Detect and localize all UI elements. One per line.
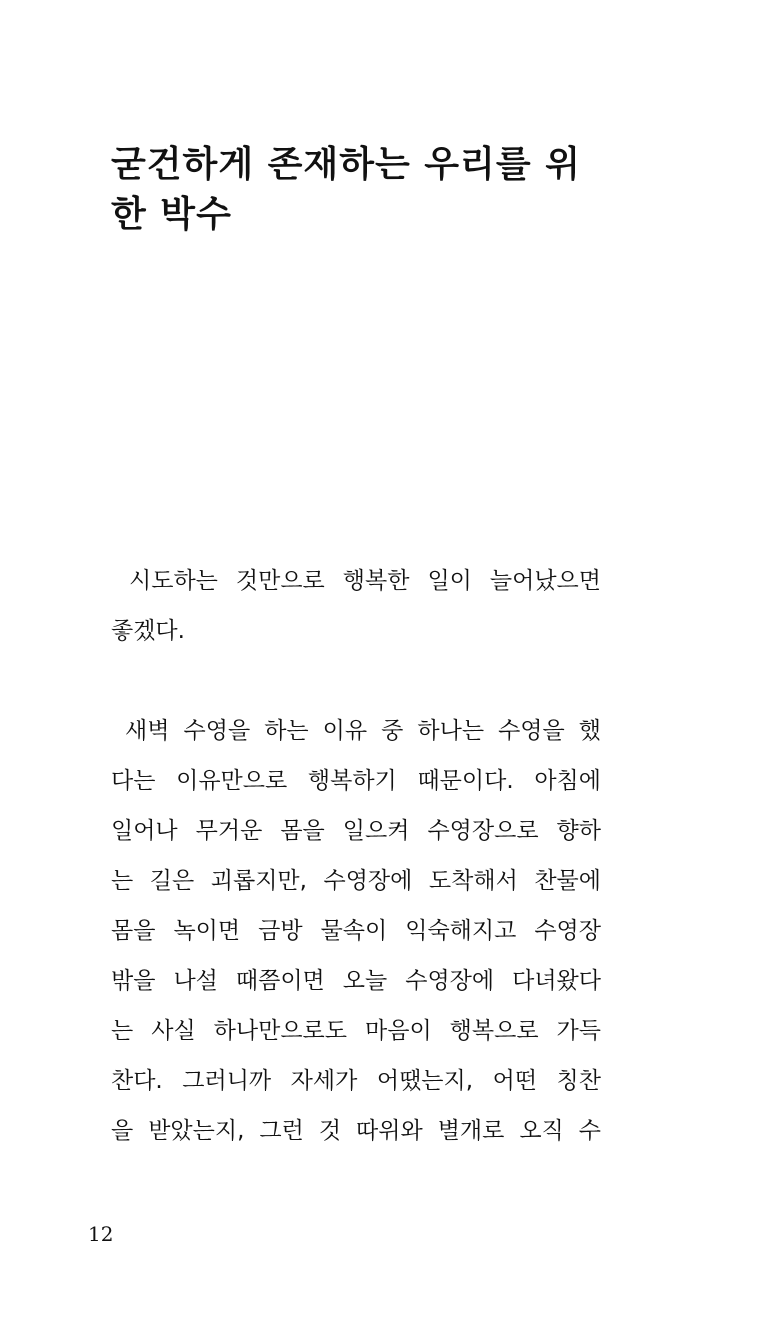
paragraph-line: 몸을 녹이면 금방 물속이 익숙해지고 수영장 — [111, 918, 601, 944]
paragraph-line: 다는 이유만으로 행복하기 때문이다. 아침에 — [111, 768, 601, 794]
chapter-title — [111, 140, 601, 240]
paragraph-line: 는 사실 하나만으로도 마음이 행복으로 가득 — [111, 1018, 601, 1044]
paragraph-2 — [111, 706, 601, 1156]
paragraph-1 — [111, 556, 601, 656]
paragraph-line: 새벽 수영을 하는 이유 중 하나는 수영을 했 — [111, 718, 601, 744]
chapter-title-line: 한 박수 — [111, 194, 232, 235]
page-number: 12 — [88, 1222, 114, 1246]
paragraph-line: 일어나 무거운 몸을 일으켜 수영장으로 향하 — [111, 818, 601, 844]
paragraph-line: 좋겠다. — [111, 618, 185, 644]
paragraph-line: 시도하는 것만으로 행복한 일이 늘어났으면 — [111, 568, 601, 594]
paragraph-line: 는 길은 괴롭지만, 수영장에 도착해서 찬물에 — [111, 868, 601, 894]
chapter-title-line: 굳건하게 존재하는 우리를 위 — [111, 144, 581, 185]
paragraph-line: 을 받았는지, 그런 것 따위와 별개로 오직 수 — [111, 1118, 601, 1144]
paragraph-line: 찬다. 그러니까 자세가 어땠는지, 어떤 칭찬 — [111, 1068, 601, 1094]
paragraph-line: 밖을 나설 때쯤이면 오늘 수영장에 다녀왔다 — [111, 968, 601, 994]
